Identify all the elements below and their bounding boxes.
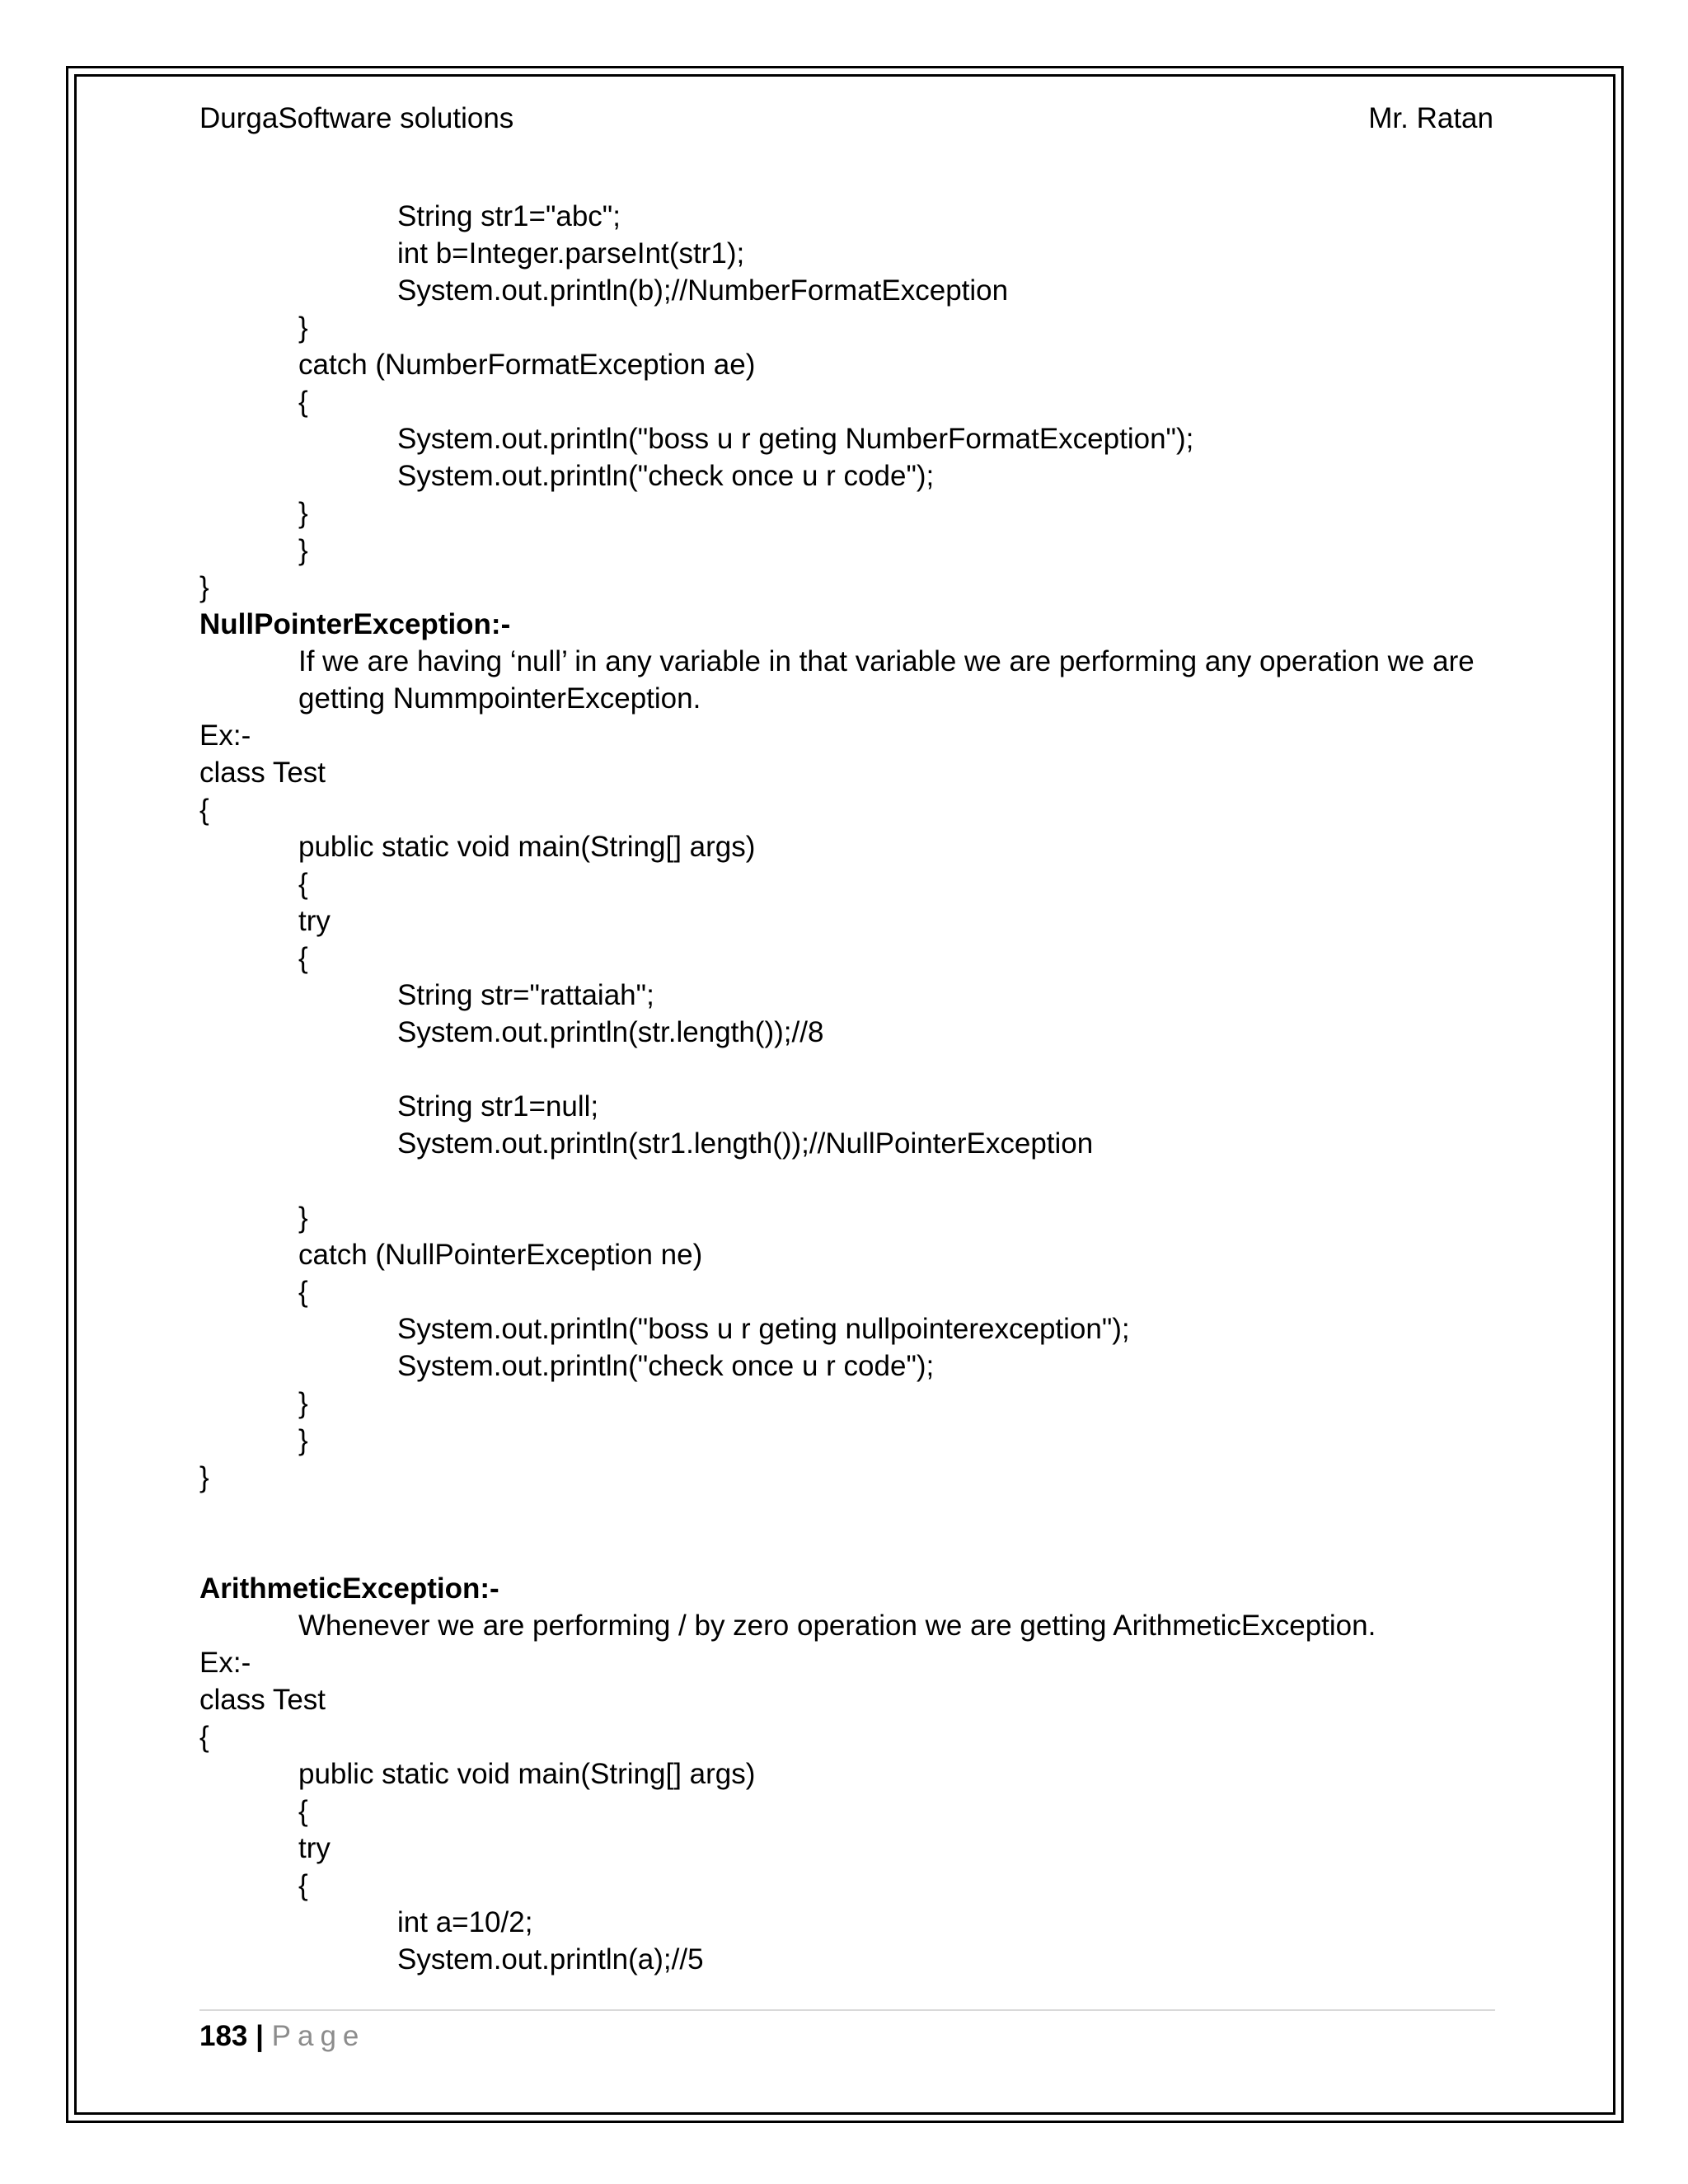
text-line: }: [298, 1202, 308, 1234]
header-company: DurgaSoftware solutions: [199, 102, 514, 134]
text-line: Whenever we are performing / by zero operation we are getting ArithmeticException.: [298, 1610, 1376, 1642]
text-line: {: [298, 868, 308, 900]
text-line: }: [298, 312, 308, 344]
text-line: System.out.println(str1.length());//NullPointerException: [397, 1127, 1094, 1160]
text-line: {: [298, 1795, 308, 1827]
page-footer: [199, 2016, 365, 2057]
text-line: {: [298, 1869, 308, 1901]
text-line: {: [298, 386, 308, 418]
text-line: public static void main(String[] args): [298, 831, 756, 863]
blank-line: [199, 1533, 1502, 1570]
text-line: }: [199, 1461, 209, 1493]
page-number: 183: [199, 2020, 248, 2052]
text-line: If we are having ‘null’ in any variable in that variable we are performing any operation we are: [298, 645, 1475, 677]
footer-separator: |: [247, 2020, 272, 2052]
text-line: System.out.println("check once u r code");: [397, 1350, 935, 1382]
blank-line: [199, 1496, 1502, 1533]
text-line: {: [298, 942, 308, 974]
text-line: }: [298, 534, 308, 566]
text-line: class Test: [199, 1684, 326, 1716]
text-line: Ex:-: [199, 719, 251, 752]
footer-divider: [199, 2009, 1495, 2011]
text-line: try: [298, 1832, 331, 1864]
text-line: String str1="abc";: [397, 200, 621, 232]
text-line: int a=10/2;: [397, 1906, 533, 1938]
text-line: System.out.println(str.length());//8: [397, 1016, 824, 1048]
page-label: Page: [271, 2020, 366, 2052]
text-line: System.out.println("boss u r geting nullpointerexception");: [397, 1313, 1130, 1345]
section-heading: ArithmeticException:-: [199, 1572, 499, 1605]
header-author: Mr. Ratan: [1368, 102, 1493, 134]
text-line: Ex:-: [199, 1647, 251, 1679]
text-line: System.out.println("check once u r code");: [397, 460, 935, 492]
text-line: getting NummpointerException.: [298, 682, 701, 715]
text-line: System.out.println(a);//5: [397, 1943, 704, 1975]
text-line: {: [199, 1721, 209, 1753]
text-line: public static void main(String[] args): [298, 1758, 756, 1790]
text-line: catch (NullPointerException ne): [298, 1239, 703, 1271]
text-line: int b=Integer.parseInt(str1);: [397, 237, 745, 269]
text-line: class Test: [199, 757, 326, 789]
text-line: }: [199, 571, 209, 603]
text-line: }: [298, 1387, 308, 1419]
text-line: }: [298, 1424, 308, 1456]
text-line: catch (NumberFormatException ae): [298, 349, 756, 381]
text-line: String str1=null;: [397, 1090, 599, 1122]
text-line: String str="rattaiah";: [397, 979, 654, 1011]
text-line: System.out.println("boss u r geting NumberFormatException");: [397, 423, 1194, 455]
document-body: [199, 198, 1502, 1978]
blank-line: [199, 1162, 1502, 1199]
text-line: }: [298, 497, 308, 529]
section-heading: NullPointerException:-: [199, 608, 511, 640]
text-line: {: [298, 1276, 308, 1308]
blank-line: [199, 1051, 1502, 1088]
text-line: System.out.println(b);//NumberFormatException: [397, 274, 1009, 307]
text-line: try: [298, 905, 331, 937]
text-line: {: [199, 794, 209, 826]
